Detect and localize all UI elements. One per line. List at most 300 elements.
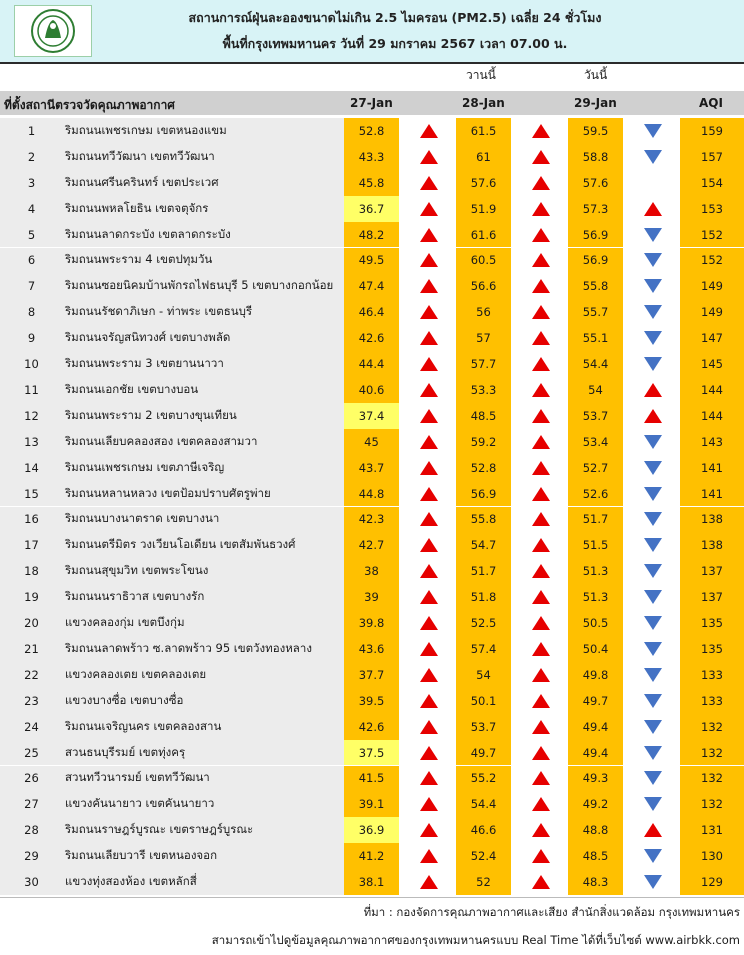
value-28jan: 50.1	[456, 688, 511, 714]
trend-27-28	[419, 636, 439, 662]
down-arrow-icon	[644, 538, 662, 552]
value-29jan: 50.5	[568, 610, 623, 636]
value-28jan: 56	[456, 299, 511, 325]
aqi-value: 130	[680, 843, 744, 869]
aqi-value: 135	[680, 610, 744, 636]
value-29jan: 55.8	[568, 273, 623, 299]
value-27jan: 43.3	[344, 144, 399, 170]
up-arrow-icon	[420, 487, 438, 501]
down-arrow-icon	[644, 435, 662, 449]
trend-27-28	[419, 714, 439, 740]
value-29jan: 55.1	[568, 325, 623, 351]
value-28jan: 51.9	[456, 196, 511, 222]
up-arrow-icon	[420, 228, 438, 242]
trend-28-29	[531, 299, 551, 325]
bangkok-seal-logo	[14, 5, 92, 57]
up-arrow-icon	[420, 176, 438, 190]
trend-28-29	[531, 817, 551, 843]
trend-29-aqi	[643, 455, 663, 481]
table-row	[0, 222, 744, 248]
aqi-value: 129	[680, 869, 744, 895]
trend-28-29	[531, 662, 551, 688]
aqi-value: 159	[680, 118, 744, 144]
aqi-value: 131	[680, 817, 744, 843]
station-name: ริมถนนเอกชัย เขตบางบอน	[63, 377, 344, 403]
trend-29-aqi	[643, 714, 663, 740]
down-arrow-icon	[644, 150, 662, 164]
row-number: 2	[0, 144, 63, 170]
value-29jan: 49.7	[568, 688, 623, 714]
row-number: 26	[0, 766, 63, 792]
up-arrow-icon	[532, 487, 550, 501]
table-row	[0, 610, 744, 636]
up-arrow-icon	[532, 228, 550, 242]
aqi-value: 141	[680, 481, 744, 507]
trend-27-28	[419, 740, 439, 766]
column-header-station: ที่ตั้งสถานีตรวจวัดคุณภาพอากาศ	[4, 98, 175, 112]
trend-29-aqi	[643, 377, 663, 403]
trend-29-aqi	[643, 196, 663, 222]
aqi-value: 152	[680, 222, 744, 248]
trend-27-28	[419, 299, 439, 325]
row-number: 14	[0, 455, 63, 481]
header-divider	[0, 62, 744, 64]
up-arrow-icon	[532, 771, 550, 785]
down-arrow-icon	[644, 279, 662, 293]
table-row	[0, 403, 744, 429]
column-header-row	[0, 91, 744, 115]
aqi-value: 132	[680, 791, 744, 817]
row-number: 28	[0, 817, 63, 843]
trend-27-28	[419, 766, 439, 792]
table-row	[0, 429, 744, 455]
value-29jan: 57.6	[568, 170, 623, 196]
station-name: ริมถนนสุขุมวิท เขตพระโขนง	[63, 558, 344, 584]
trend-29-aqi	[643, 118, 663, 144]
value-27jan: 49.5	[344, 248, 399, 274]
aqi-value: 157	[680, 144, 744, 170]
station-name: สวนธนบุรีรมย์ เขตทุ่งครุ	[63, 740, 344, 766]
table-row	[0, 817, 744, 843]
up-arrow-icon	[532, 124, 550, 138]
down-arrow-icon	[644, 124, 662, 138]
up-arrow-icon	[532, 849, 550, 863]
down-arrow-icon	[644, 512, 662, 526]
up-arrow-icon	[420, 202, 438, 216]
down-arrow-icon	[644, 331, 662, 345]
down-arrow-icon	[644, 771, 662, 785]
up-arrow-icon	[420, 512, 438, 526]
trend-28-29	[531, 791, 551, 817]
up-arrow-icon	[420, 590, 438, 604]
aqi-value: 147	[680, 325, 744, 351]
trend-28-29	[531, 869, 551, 895]
value-29jan: 53.4	[568, 429, 623, 455]
station-name: แขวงคันนายาว เขตคันนายาว	[63, 791, 344, 817]
down-arrow-icon	[644, 616, 662, 630]
value-28jan: 53.7	[456, 714, 511, 740]
value-28jan: 53.3	[456, 377, 511, 403]
trend-27-28	[419, 532, 439, 558]
today-label: วันนี้	[584, 68, 608, 82]
up-arrow-icon	[532, 176, 550, 190]
trend-29-aqi	[643, 740, 663, 766]
value-28jan: 52.4	[456, 843, 511, 869]
row-number: 1	[0, 118, 63, 144]
table-row	[0, 869, 744, 895]
source-note: ที่มา : กองจัดการคุณภาพอากาศและเสียง สำนักสิ่งแวดล้อม กรุงเทพมหานคร	[363, 905, 740, 919]
value-29jan: 49.4	[568, 740, 623, 766]
trend-27-28	[419, 351, 439, 377]
station-name: แขวงทุ่งสองห้อง เขตหลักสี่	[63, 869, 344, 895]
trend-28-29	[531, 740, 551, 766]
table-row	[0, 740, 744, 766]
value-29jan: 53.7	[568, 403, 623, 429]
table-row	[0, 118, 744, 144]
aqi-value: 138	[680, 507, 744, 533]
station-name: ริมถนนรัชดาภิเษก - ท่าพระ เขตธนบุรี	[63, 299, 344, 325]
trend-28-29	[531, 118, 551, 144]
station-name: ริมถนนลาดกระบัง เขตลาดกระบัง	[63, 222, 344, 248]
value-29jan: 49.4	[568, 714, 623, 740]
station-name: ริมถนนราษฎร์บูรณะ เขตราษฎร์บูรณะ	[63, 817, 344, 843]
station-name: ริมถนนลาดพร้าว ซ.ลาดพร้าว 95 เขตวังทองหลาง	[63, 636, 344, 662]
value-27jan: 45.8	[344, 170, 399, 196]
station-name: แขวงคลองเตย เขตคลองเตย	[63, 662, 344, 688]
aqi-value: 154	[680, 170, 744, 196]
aqi-value: 137	[680, 558, 744, 584]
trend-27-28	[419, 248, 439, 274]
value-29jan: 52.7	[568, 455, 623, 481]
table-row	[0, 558, 744, 584]
down-arrow-icon	[644, 228, 662, 242]
value-27jan: 38.1	[344, 869, 399, 895]
row-number: 10	[0, 351, 63, 377]
trend-29-aqi	[643, 791, 663, 817]
trend-28-29	[531, 714, 551, 740]
value-29jan: 57.3	[568, 196, 623, 222]
up-arrow-icon	[420, 668, 438, 682]
up-arrow-icon	[532, 305, 550, 319]
trend-28-29	[531, 532, 551, 558]
table-row	[0, 299, 744, 325]
trend-27-28	[419, 325, 439, 351]
row-number: 16	[0, 507, 63, 533]
aqi-value: 143	[680, 429, 744, 455]
value-27jan: 36.9	[344, 817, 399, 843]
trend-27-28	[419, 377, 439, 403]
trend-29-aqi	[643, 610, 663, 636]
station-name: แขวงคลองกุ่ม เขตบึงกุ่ม	[63, 610, 344, 636]
table-row	[0, 248, 744, 274]
aqi-value: 149	[680, 273, 744, 299]
table-row	[0, 791, 744, 817]
footer-divider	[0, 897, 744, 898]
row-number: 18	[0, 558, 63, 584]
trend-29-aqi	[643, 351, 663, 377]
trend-29-aqi	[643, 325, 663, 351]
up-arrow-icon	[420, 538, 438, 552]
website-note: สามารถเข้าไปดูข้อมูลคุณภาพอากาศของกรุงเทพมหานครแบบ Real Time ได้ที่เว็บไซต์ www.airbkk.com	[211, 933, 740, 947]
up-arrow-icon	[420, 616, 438, 630]
down-arrow-icon	[644, 461, 662, 475]
trend-28-29	[531, 481, 551, 507]
trend-29-aqi	[643, 507, 663, 533]
aqi-value: 138	[680, 532, 744, 558]
aqi-value: 145	[680, 351, 744, 377]
value-27jan: 37.4	[344, 403, 399, 429]
trend-29-aqi	[643, 299, 663, 325]
trend-27-28	[419, 170, 439, 196]
trend-28-29	[531, 325, 551, 351]
value-29jan: 58.8	[568, 144, 623, 170]
aqi-value: 149	[680, 299, 744, 325]
station-name: ริมถนนนราธิวาส เขตบางรัก	[63, 584, 344, 610]
down-arrow-icon	[644, 253, 662, 267]
trend-27-28	[419, 144, 439, 170]
up-arrow-icon	[532, 564, 550, 578]
trend-27-28	[419, 118, 439, 144]
table-row	[0, 688, 744, 714]
trend-27-28	[419, 196, 439, 222]
value-28jan: 54	[456, 662, 511, 688]
trend-29-aqi	[643, 843, 663, 869]
trend-28-29	[531, 429, 551, 455]
up-arrow-icon	[420, 279, 438, 293]
station-name: ริมถนนพระราม 3 เขตยานนาวา	[63, 351, 344, 377]
trend-27-28	[419, 610, 439, 636]
trend-27-28	[419, 791, 439, 817]
up-arrow-icon	[532, 383, 550, 397]
up-arrow-icon	[532, 538, 550, 552]
value-27jan: 47.4	[344, 273, 399, 299]
down-arrow-icon	[644, 694, 662, 708]
up-arrow-icon	[532, 279, 550, 293]
table-row	[0, 532, 744, 558]
aqi-value: 133	[680, 688, 744, 714]
station-name: ริมถนนเพชรเกษม เขตภาษีเจริญ	[63, 455, 344, 481]
up-arrow-icon	[420, 875, 438, 889]
station-name: แขวงบางซื่อ เขตบางซื่อ	[63, 688, 344, 714]
value-29jan: 54.4	[568, 351, 623, 377]
row-number: 13	[0, 429, 63, 455]
row-number: 5	[0, 222, 63, 248]
trend-28-29	[531, 351, 551, 377]
trend-29-aqi	[643, 584, 663, 610]
up-arrow-icon	[420, 823, 438, 837]
value-29jan: 49.2	[568, 791, 623, 817]
value-29jan: 56.9	[568, 248, 623, 274]
down-arrow-icon	[644, 875, 662, 889]
row-number: 23	[0, 688, 63, 714]
value-28jan: 56.9	[456, 481, 511, 507]
up-arrow-icon	[532, 331, 550, 345]
up-arrow-icon	[420, 694, 438, 708]
trend-29-aqi	[643, 558, 663, 584]
trend-27-28	[419, 429, 439, 455]
row-number: 15	[0, 481, 63, 507]
row-number: 19	[0, 584, 63, 610]
trend-28-29	[531, 403, 551, 429]
up-arrow-icon	[532, 202, 550, 216]
station-name: ริมถนนเลียบคลองสอง เขตคลองสามวา	[63, 429, 344, 455]
trend-29-aqi	[643, 481, 663, 507]
up-arrow-icon	[532, 512, 550, 526]
value-29jan: 48.5	[568, 843, 623, 869]
table-row	[0, 377, 744, 403]
aqi-value: 137	[680, 584, 744, 610]
value-27jan: 44.4	[344, 351, 399, 377]
up-arrow-icon	[420, 150, 438, 164]
trend-27-28	[419, 688, 439, 714]
trend-29-aqi	[643, 817, 663, 843]
value-29jan: 51.5	[568, 532, 623, 558]
value-28jan: 59.2	[456, 429, 511, 455]
yesterday-label: วานนี้	[466, 68, 496, 82]
value-28jan: 52	[456, 869, 511, 895]
value-27jan: 42.7	[344, 532, 399, 558]
up-arrow-icon	[532, 357, 550, 371]
up-arrow-icon	[420, 253, 438, 267]
value-28jan: 61	[456, 144, 511, 170]
down-arrow-icon	[644, 642, 662, 656]
row-number: 25	[0, 740, 63, 766]
aqi-value: 132	[680, 766, 744, 792]
up-arrow-icon	[532, 746, 550, 760]
up-arrow-icon	[420, 124, 438, 138]
trend-27-28	[419, 403, 439, 429]
trend-29-aqi	[643, 273, 663, 299]
value-27jan: 37.5	[344, 740, 399, 766]
trend-28-29	[531, 688, 551, 714]
up-arrow-icon	[644, 202, 662, 216]
aqi-value: 153	[680, 196, 744, 222]
table-row	[0, 766, 744, 792]
trend-29-aqi	[643, 766, 663, 792]
value-27jan: 39.5	[344, 688, 399, 714]
row-number: 29	[0, 843, 63, 869]
value-27jan: 48.2	[344, 222, 399, 248]
value-28jan: 51.7	[456, 558, 511, 584]
trend-29-aqi	[643, 170, 663, 196]
value-28jan: 54.7	[456, 532, 511, 558]
value-29jan: 48.8	[568, 817, 623, 843]
value-29jan: 48.3	[568, 869, 623, 895]
station-name: ริมถนนทวีวัฒนา เขตทวีวัฒนา	[63, 144, 344, 170]
table-row	[0, 455, 744, 481]
row-number: 4	[0, 196, 63, 222]
down-arrow-icon	[644, 746, 662, 760]
row-number: 30	[0, 869, 63, 895]
aqi-value: 144	[680, 403, 744, 429]
up-arrow-icon	[420, 642, 438, 656]
up-arrow-icon	[420, 771, 438, 785]
table-row	[0, 507, 744, 533]
up-arrow-icon	[532, 642, 550, 656]
aqi-value: 141	[680, 455, 744, 481]
up-arrow-icon	[420, 720, 438, 734]
up-arrow-icon	[420, 435, 438, 449]
station-name: ริมถนนศรีนครินทร์ เขตประเวศ	[63, 170, 344, 196]
down-arrow-icon	[644, 797, 662, 811]
row-number: 20	[0, 610, 63, 636]
row-number: 24	[0, 714, 63, 740]
table-row	[0, 325, 744, 351]
trend-28-29	[531, 170, 551, 196]
column-header-29jan: 29-Jan	[574, 96, 617, 110]
table-row	[0, 584, 744, 610]
value-27jan: 46.4	[344, 299, 399, 325]
up-arrow-icon	[532, 253, 550, 267]
row-number: 8	[0, 299, 63, 325]
value-29jan: 56.9	[568, 222, 623, 248]
trend-29-aqi	[643, 869, 663, 895]
up-arrow-icon	[532, 150, 550, 164]
row-number: 22	[0, 662, 63, 688]
row-number: 11	[0, 377, 63, 403]
aqi-value: 135	[680, 636, 744, 662]
value-29jan: 54	[568, 377, 623, 403]
up-arrow-icon	[532, 668, 550, 682]
aqi-value: 144	[680, 377, 744, 403]
value-27jan: 39	[344, 584, 399, 610]
row-number: 3	[0, 170, 63, 196]
up-arrow-icon	[644, 823, 662, 837]
bangkok-seal-icon	[30, 8, 76, 54]
trend-27-28	[419, 455, 439, 481]
up-arrow-icon	[532, 823, 550, 837]
value-29jan: 52.6	[568, 481, 623, 507]
down-arrow-icon	[644, 590, 662, 604]
trend-28-29	[531, 196, 551, 222]
trend-28-29	[531, 636, 551, 662]
up-arrow-icon	[644, 383, 662, 397]
down-arrow-icon	[644, 305, 662, 319]
up-arrow-icon	[532, 461, 550, 475]
value-27jan: 43.6	[344, 636, 399, 662]
station-name: ริมถนนเจริญนคร เขตคลองสาน	[63, 714, 344, 740]
trend-27-28	[419, 662, 439, 688]
station-name: ริมถนนพระราม 2 เขตบางขุนเทียน	[63, 403, 344, 429]
up-arrow-icon	[420, 849, 438, 863]
trend-27-28	[419, 273, 439, 299]
up-arrow-icon	[420, 305, 438, 319]
trend-28-29	[531, 377, 551, 403]
value-28jan: 60.5	[456, 248, 511, 274]
table-row	[0, 662, 744, 688]
aqi-value: 132	[680, 714, 744, 740]
value-27jan: 40.6	[344, 377, 399, 403]
trend-27-28	[419, 558, 439, 584]
table-row	[0, 273, 744, 299]
trend-28-29	[531, 584, 551, 610]
row-number: 21	[0, 636, 63, 662]
value-28jan: 55.8	[456, 507, 511, 533]
report-header	[0, 0, 744, 62]
up-arrow-icon	[532, 409, 550, 423]
row-number: 12	[0, 403, 63, 429]
value-29jan: 50.4	[568, 636, 623, 662]
station-name: สวนทวีวนารมย์ เขตทวีวัฒนา	[63, 766, 344, 792]
value-28jan: 61.6	[456, 222, 511, 248]
trend-28-29	[531, 273, 551, 299]
value-29jan: 49.3	[568, 766, 623, 792]
trend-27-28	[419, 817, 439, 843]
up-arrow-icon	[532, 720, 550, 734]
trend-29-aqi	[643, 636, 663, 662]
trend-29-aqi	[643, 429, 663, 455]
table-row	[0, 714, 744, 740]
